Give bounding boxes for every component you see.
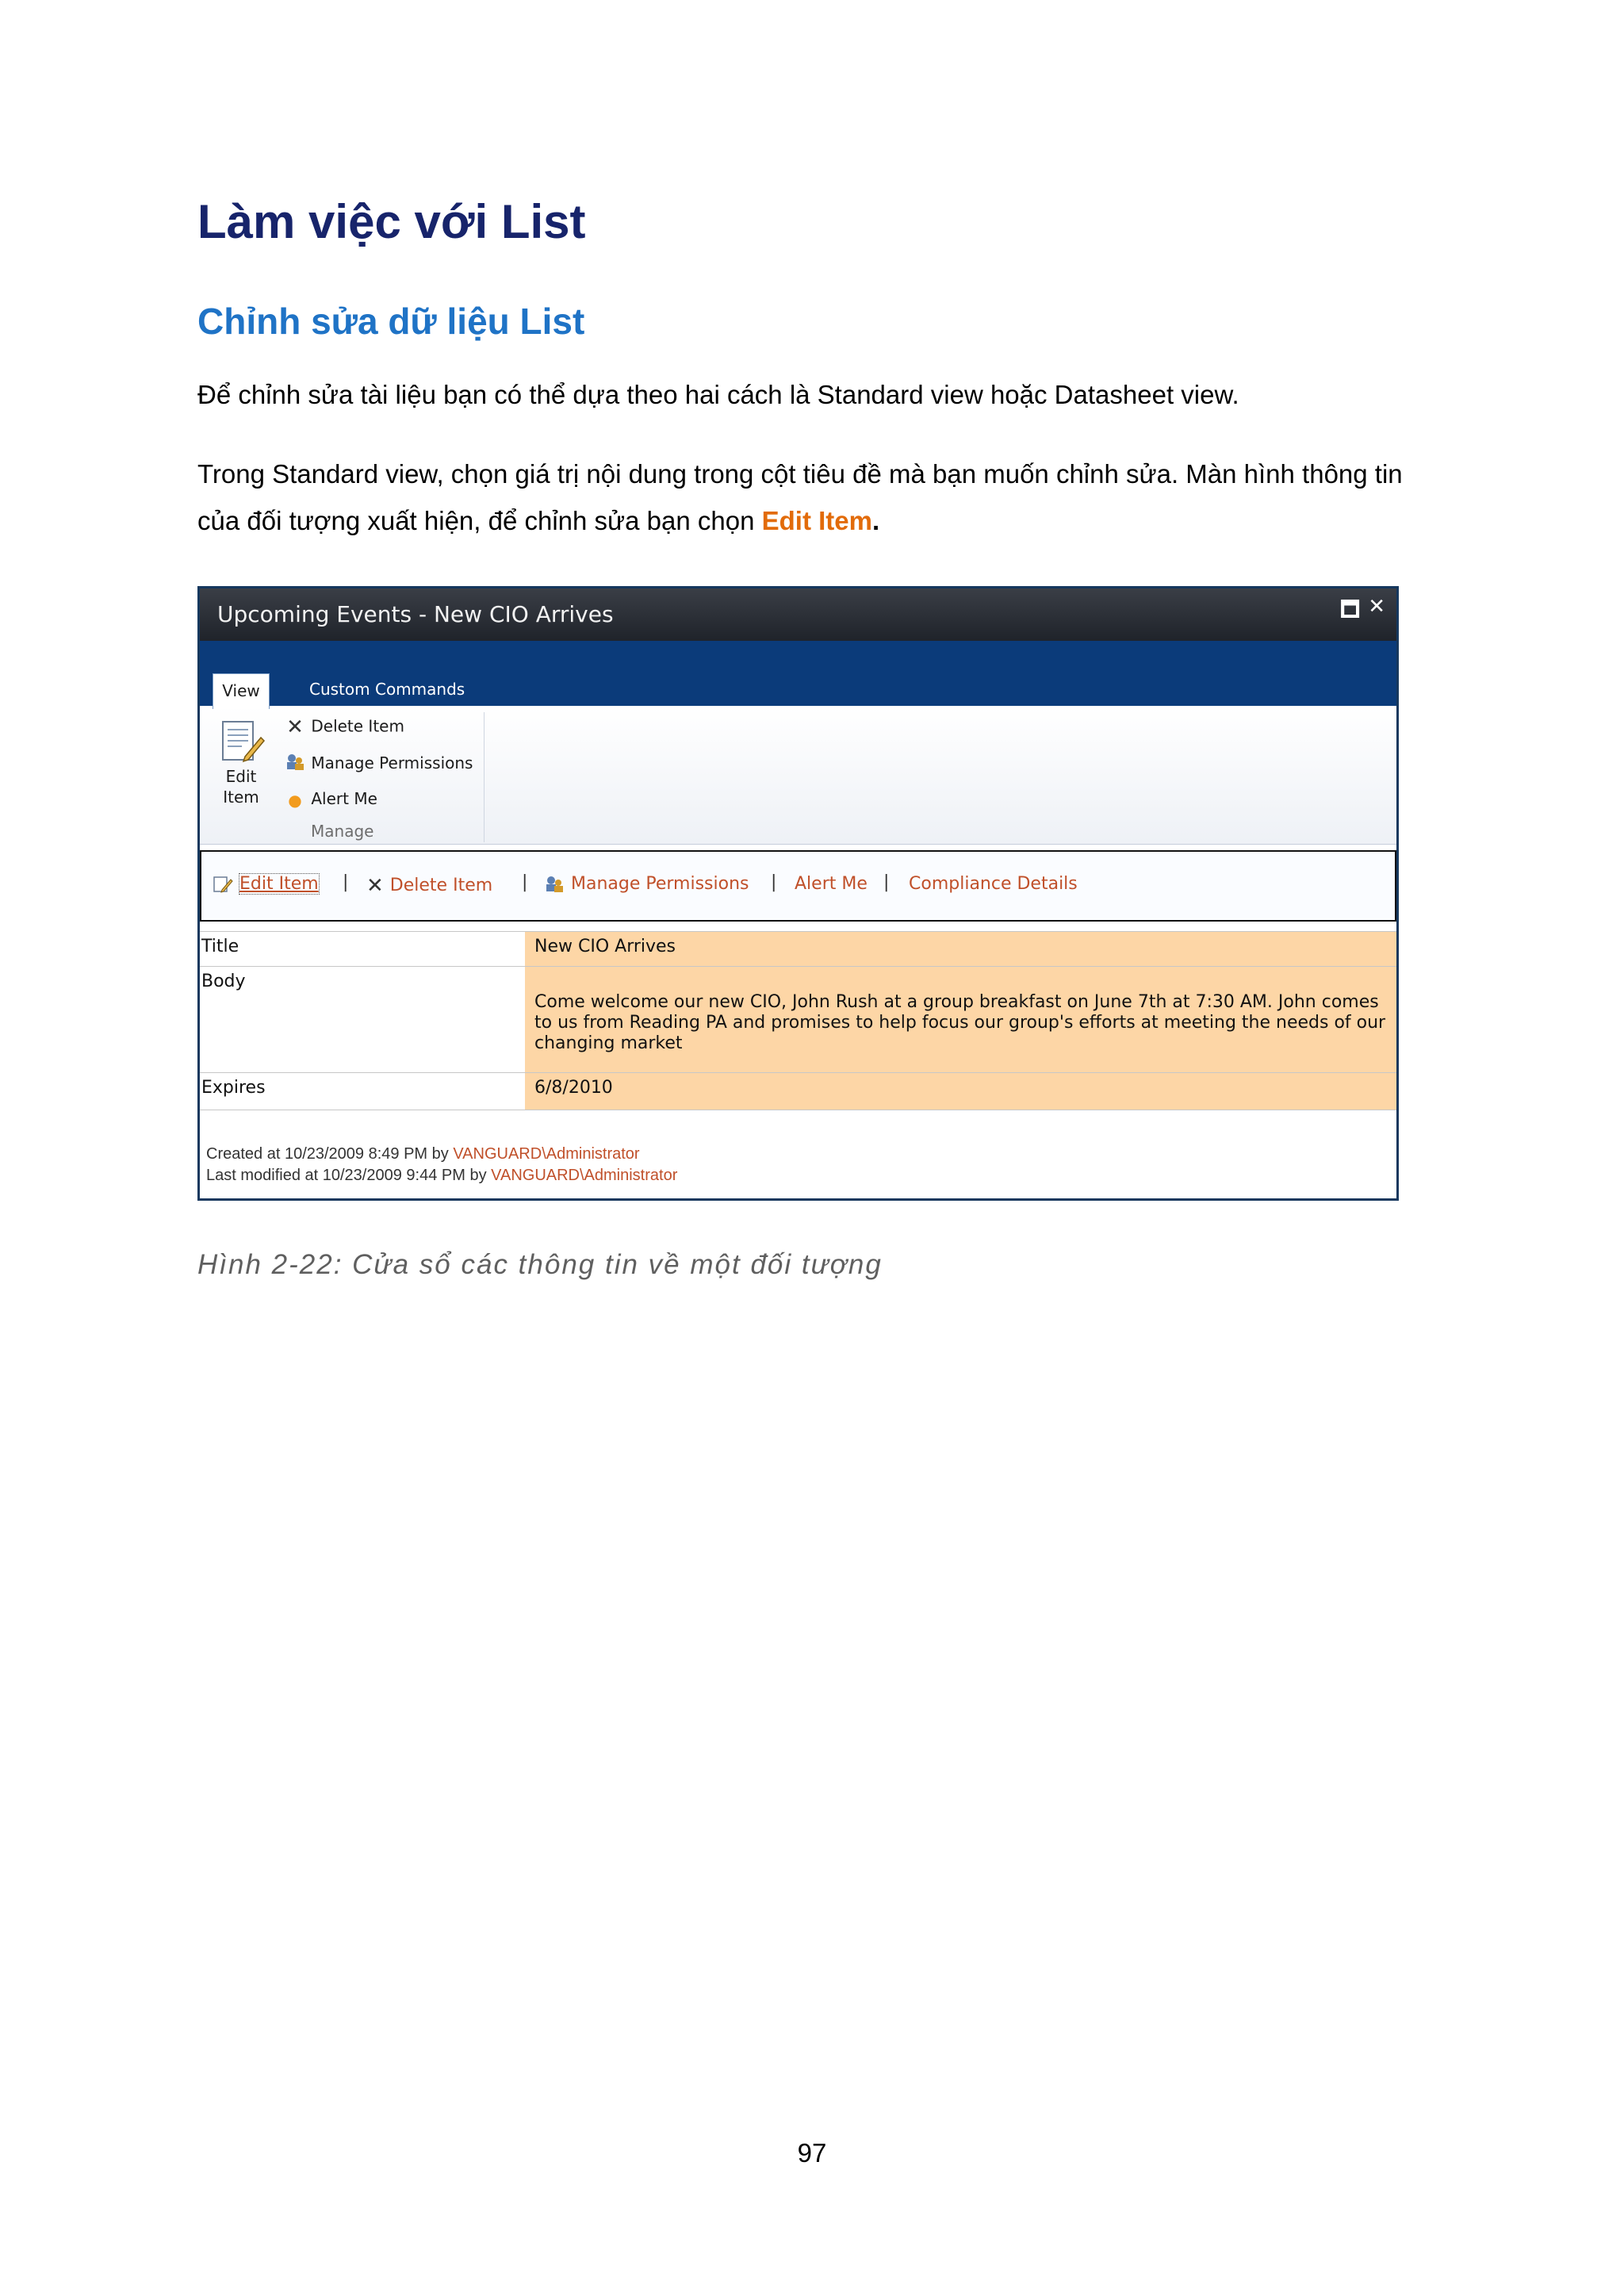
page-heading: Làm việc với List	[197, 195, 586, 248]
close-icon[interactable]: ✕	[1368, 595, 1385, 619]
modified-text: Last modified at 10/23/2009 9:44 PM by	[206, 1167, 492, 1184]
item-toolbar	[200, 850, 1396, 922]
ribbon-group-label: Manage	[311, 822, 374, 841]
toolbar-delete-item-link[interactable]	[366, 874, 492, 898]
paragraph-intro: Để chỉnh sửa tài liệu bạn có thể dựa theo hai cách là Standard view hoặc Datasheet view.	[197, 380, 1239, 409]
toolbar-edit-item-link[interactable]	[213, 874, 319, 895]
ribbon-delete-item-label: Delete Item	[311, 716, 404, 736]
field-row-title	[200, 931, 1396, 967]
ribbon-delete-item-button[interactable]	[284, 715, 404, 739]
created-info	[206, 1145, 640, 1163]
figure-caption: Hình 2-22: Cửa sổ các thông tin về một đối tượng	[197, 1249, 883, 1280]
page-number: 97	[797, 2138, 827, 2168]
toolbar-separator: |	[343, 872, 349, 892]
toolbar-delete-item-label: Delete Item	[389, 876, 493, 895]
toolbar-separator: |	[883, 872, 890, 892]
field-label-expires: Expires	[201, 1078, 266, 1098]
created-text: Created at 10/23/2009 8:49 PM by	[206, 1145, 454, 1163]
created-user-link[interactable]: VANGUARD\Administrator	[453, 1145, 640, 1163]
toolbar-manage-permissions-link[interactable]	[544, 874, 749, 895]
field-row-expires	[200, 1072, 1396, 1110]
alert-bullet-icon: ●	[288, 790, 302, 810]
field-value-expires: 6/8/2010	[525, 1073, 1396, 1110]
field-value-title: New CIO Arrives	[525, 932, 1396, 967]
field-row-body	[200, 966, 1396, 1073]
paragraph-instructions-text: Trong Standard view, chọn giá trị nội dung trong cột tiêu đề mà bạn muốn chỉnh sửa. Màn hình thông tin của đối tượng xuất hiện, để chỉnh sửa bạn chọn	[197, 459, 1403, 535]
tab-custom-commands[interactable]: Custom Commands	[309, 680, 465, 699]
toolbar-edit-item-label: Edit Item	[239, 874, 319, 894]
modified-info	[206, 1167, 677, 1185]
dialog-title: Upcoming Events - New CIO Arrives	[217, 601, 614, 627]
permissions-icon	[544, 874, 565, 895]
modified-user-link[interactable]: VANGUARD\Administrator	[491, 1167, 678, 1184]
edit-item-icon	[213, 874, 233, 895]
ribbon-edit-label-line2: Item	[223, 788, 259, 807]
toolbar-manage-permissions-label: Manage Permissions	[571, 874, 749, 894]
toolbar-separator: |	[522, 872, 528, 892]
section-heading: Chỉnh sửa dữ liệu List	[197, 301, 585, 342]
item-dialog-screenshot	[197, 586, 1399, 1201]
ribbon-manage-permissions-button[interactable]	[284, 752, 473, 776]
toolbar-compliance-details-link[interactable]: Compliance Details	[909, 874, 1078, 894]
maximize-icon[interactable]: 🗖	[1340, 598, 1360, 622]
delete-x-icon: ✕	[366, 874, 384, 898]
field-label-title: Title	[201, 937, 239, 956]
paragraph-instructions	[197, 450, 1434, 544]
dialog-titlebar	[200, 588, 1396, 641]
ribbon-alert-me-label: Alert Me	[311, 789, 377, 808]
ribbon-edit-item-button[interactable]	[213, 717, 270, 807]
ribbon-group-divider	[484, 712, 485, 842]
permissions-icon	[284, 752, 306, 776]
edit-document-icon	[216, 717, 266, 766]
edit-item-highlight: Edit Item	[761, 506, 872, 535]
ribbon-edit-label-line1: Edit	[225, 767, 257, 786]
paragraph-end: .	[872, 506, 880, 535]
ribbon-manage-permissions-label: Manage Permissions	[311, 753, 473, 772]
tab-view[interactable]: View	[213, 673, 270, 709]
field-label-body: Body	[201, 972, 246, 991]
delete-x-icon: ✕	[286, 715, 304, 739]
toolbar-alert-me-link[interactable]: Alert Me	[795, 874, 868, 894]
ribbon-alert-me-button[interactable]	[284, 789, 377, 810]
field-value-body: Come welcome our new CIO, John Rush at a group breakfast on June 7th at 7:30 AM. John comes to us from Reading PA and promises to help focus our group's efforts at meeting the needs of our changing market	[525, 967, 1396, 1073]
toolbar-separator: |	[771, 872, 777, 892]
